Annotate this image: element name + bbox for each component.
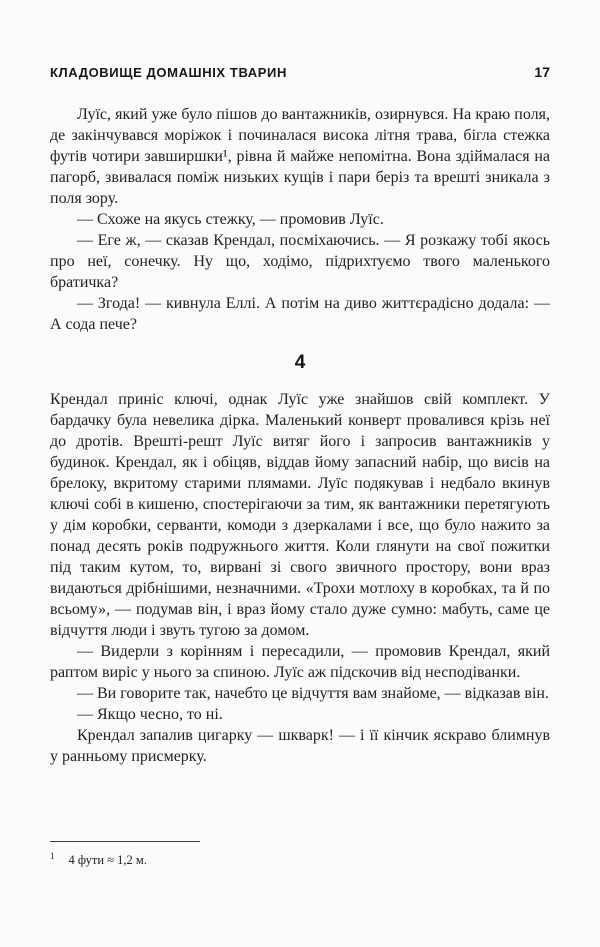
paragraph-narrative: Крендал запалив цигарку — шкварк! — і її кінчик яскраво блимнув у ранньому присмерку. [50, 727, 550, 765]
footnote-marker: 1 [50, 851, 55, 861]
paragraph-narrative: Луїс, який уже було пішов до вантажників, озирнувся. На краю поля, де закінчувався моріжок і починалася висока літня трава, бігла стежка футів чотири завширшки¹, рівна й майже непомітна. Вона здіймалася на пагорб, звивалася поміж низьких кущів і пари беріз та врешті зникала з поля зору. [50, 106, 550, 207]
footnote-area [50, 841, 550, 868]
page-body [50, 104, 550, 767]
footnote [50, 848, 550, 868]
paragraph-dialogue: — Еге ж, — сказав Крендал, посміхаючись. — Я розкажу тобі якось про неї, сонечку. Ну що, ходімо, підрихтуємо твого маленького братичка? [50, 232, 550, 291]
paragraph-dialogue: — Видерли з корінням і пересадили, — промовив Крендал, який раптом виріс у нього за спиною. Луїс аж підскочив від несподіванки. [50, 643, 550, 681]
paragraph-dialogue: — Ви говорите так, начебто це відчуття вам знайоме, — відказав він. [77, 685, 549, 702]
page-header [50, 64, 550, 80]
paragraph-dialogue: — Якщо чесно, то ні. [77, 706, 223, 723]
footnote-text: 4 фути ≈ 1,2 м. [68, 853, 147, 868]
section-heading: 4 [294, 352, 306, 373]
page-number: 17 [534, 64, 550, 80]
paragraph-narrative: Крендал приніс ключі, однак Луїс уже знайшов свій комплект. У бардачку була невелика дірка. Маленький конверт провалився крізь неї до дротів. Врешті-решт Луїс витяг його і запросив вантажників у будинок. Крендал, як і обіцяв, віддав йому запасний набір, що висів на брелоку, вкритому старими плямами. Луїс подякував і недбало вкинув ключі собі в кишеню, спостерігаючи за тим, як вантажники перетягують у дім коробки, серванти, комоди з дзеркалами і все, що було нажито за понад десять років подружнього життя. Коли глянути на свої пожитки під таким кутом, то, вирвані зі свого звичного простору, вони враз видаються дрібнішими, незначними. «Трохи мотлоху в коробках, та й по всьому», — подумав він, і враз йому стало дуже сумно: мабуть, саме це відчуття люди і звуть тугою за домом. [50, 391, 550, 639]
paragraph-dialogue: — Згода! — кивнула Еллі. А потім на диво життєрадісно додала: — А сода пече? [50, 295, 550, 333]
running-title: КЛАДОВИЩЕ ДОМАШНІХ ТВАРИН [50, 65, 287, 80]
paragraph-dialogue: — Схоже на якусь стежку, — промовив Луїс. [77, 211, 384, 228]
footnote-divider [50, 841, 200, 842]
